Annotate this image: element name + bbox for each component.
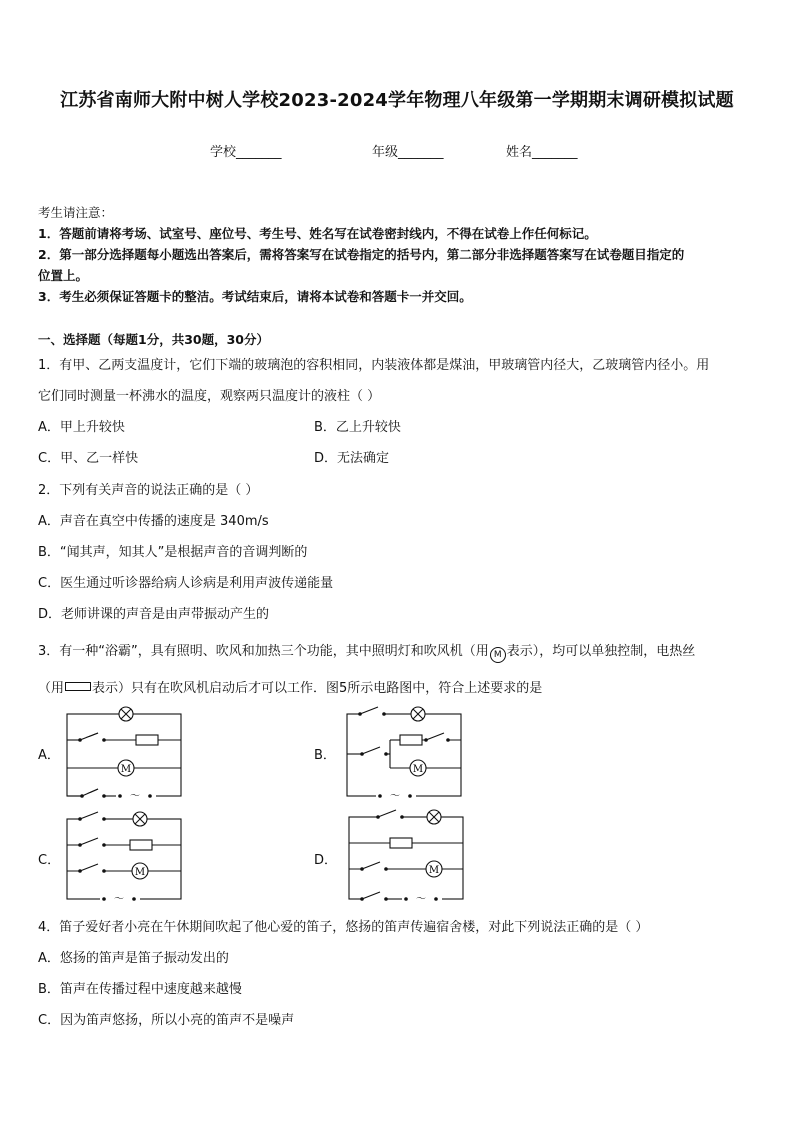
- q2-option-a: A．声音在真空中传播的速度是 340m/s: [38, 514, 269, 529]
- school-field: 学校_______: [210, 145, 282, 160]
- name-field: 姓名_______: [506, 145, 578, 160]
- q1-option-d: D．无法确定: [314, 451, 390, 466]
- grade-field: 年级_______: [372, 145, 444, 160]
- q3-option-d: D．: [314, 853, 338, 868]
- q2-stem: 2．下列有关声音的说法正确的是（ ）: [38, 483, 259, 498]
- circuit-diagram-a: [60, 700, 190, 802]
- q3-stem-line2: [38, 677, 542, 696]
- motor-label: M: [428, 865, 440, 876]
- q2-option-b: B．“闻其声，知其人”是根据声音的音调判断的: [38, 545, 308, 560]
- notice-heading: 考生请注意：: [38, 205, 114, 220]
- ac-source-label: ～: [114, 894, 124, 905]
- q4-option-a: A．悠扬的笛声是笛子振动发出的: [38, 951, 229, 966]
- q1-option-b: B．乙上升较快: [314, 420, 401, 435]
- circuit-diagram-c: [60, 805, 190, 905]
- q1-stem-line1: 1．有甲、乙两支温度计，它们下端的玻璃泡的容积相同，内装液体都是煤油，甲玻璃管内径大，乙玻璃管内径小。用: [38, 358, 710, 373]
- ac-source-label: ～: [416, 894, 426, 905]
- motor-label: M: [120, 764, 132, 775]
- q2-option-d: D．老师讲课的声音是由声带振动产生的: [38, 607, 270, 622]
- q2-option-c: C．医生通过听诊器给病人诊病是利用声波传递能量: [38, 576, 334, 591]
- q3-option-a: A．: [38, 748, 60, 763]
- circuit-diagram-b: [340, 700, 470, 802]
- q4-option-b: B．笛声在传播过程中速度越来越慢: [38, 982, 242, 997]
- q4-stem: 4．笛子爱好者小亮在午休期间吹起了他心爱的笛子，悠扬的笛声传遍宿舍楼，对此下列说法正确的是（ ）: [38, 920, 649, 935]
- resistor-symbol-icon: [65, 682, 91, 691]
- motor-symbol-icon: M: [490, 647, 506, 663]
- q1-option-c: C．甲、乙一样快: [38, 451, 139, 466]
- circuit-diagram-d: [342, 805, 472, 905]
- motor-label: M: [134, 867, 146, 878]
- motor-label: M: [412, 764, 424, 775]
- section-heading: 一、选择题（每题1分，共30题，30分）: [38, 332, 269, 347]
- notice-item: 3．考生必须保证答题卡的整洁。考试结束后，请将本试卷和答题卡一并交回。: [38, 289, 472, 304]
- ac-source-label: ～: [390, 791, 400, 802]
- q3-stem-text: 表示）只有在吹风机启动后才可以工作．图5所示电路图中，符合上述要求的是: [92, 681, 543, 696]
- q4-option-c: C．因为笛声悠扬，所以小亮的笛声不是噪声: [38, 1013, 295, 1028]
- notice-item: 2．第一部分选择题每小题选出答案后，需将答案写在试卷指定的括号内，第二部分非选择题答案写在试卷题目指定的: [38, 247, 685, 262]
- q1-stem-line2: 它们同时测量一杯沸水的温度，观察两只温度计的液柱（ ）: [38, 389, 381, 404]
- q3-stem-line1: [38, 640, 695, 663]
- q3-stem-text: 表示），均可以单独控制，电热丝: [506, 644, 696, 659]
- notice-item: 位置上。: [38, 268, 89, 283]
- q3-option-b: B．: [314, 748, 336, 763]
- q3-stem-text: （用: [38, 681, 65, 696]
- exam-title: 江苏省南师大附中树人学校2023-2024学年物理八年级第一学期期末调研模拟试题: [60, 90, 734, 111]
- q3-stem-text: 3．有一种“浴霸”，具有照明、吹风和加热三个功能，其中照明灯和吹风机（用: [38, 644, 489, 659]
- ac-source-label: ～: [130, 791, 140, 802]
- q3-option-c: C．: [38, 853, 61, 868]
- notice-item: 1．答题前请将考场、试室号、座位号、考生号、姓名写在试卷密封线内，不得在试卷上作任何标记。: [38, 226, 597, 241]
- q1-option-a: A．甲上升较快: [38, 420, 125, 435]
